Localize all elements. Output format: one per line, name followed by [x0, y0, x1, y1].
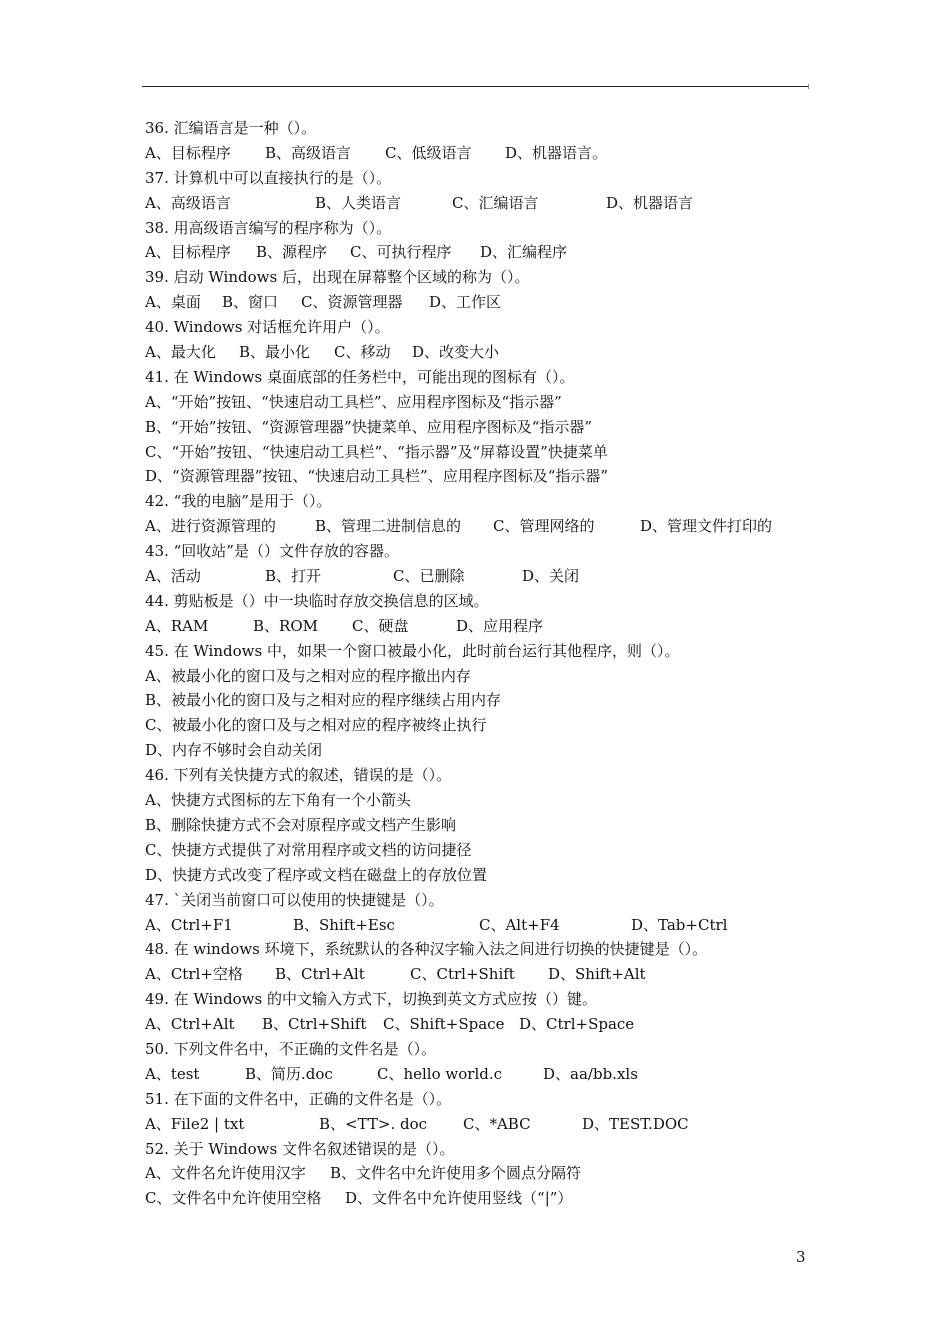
question-text: 44. 剪贴板是（）中一块临时存放交换信息的区域。	[145, 591, 489, 610]
answer-option: D、快捷方式改变了程序或文档在磁盘上的存放位置	[145, 865, 488, 884]
question-text: 52. 关于 Windows 文件名叙述错误的是（）。	[145, 1139, 455, 1158]
answer-option: D、aa/bb.xls	[543, 1064, 638, 1083]
answer-option: C、硬盘	[352, 616, 409, 635]
answer-option: C、移动	[334, 343, 391, 362]
answer-option: D、内存不够时会自动关闭	[145, 741, 323, 760]
answer-option: D、“资源管理器”按钮、“快速启动工具栏”、应用程序图标及“指示器”	[145, 467, 609, 486]
answer-option: B、<TT>. doc	[319, 1114, 428, 1133]
option-row	[145, 340, 825, 365]
option-row	[145, 1186, 825, 1211]
option-row	[145, 514, 825, 539]
question-text: 50. 下列文件名中，不正确的文件名是（）。	[145, 1039, 437, 1058]
answer-option: C、快捷方式提供了对常用程序或文档的访问捷径	[145, 840, 472, 859]
answer-option: A、Ctrl+空格	[145, 965, 243, 984]
answer-option: B、“开始”按钮、“资源管理器”快捷菜单、应用程序图标及“指示器”	[145, 417, 593, 436]
question-text: 51. 在下面的文件名中，正确的文件名是（）。	[145, 1089, 452, 1108]
answer-option: C、Alt+F4	[479, 915, 560, 934]
answer-option: A、最大化	[145, 343, 216, 362]
question-text: 48. 在 windows 环境下，系统默认的各种汉字输入法之间进行切换的快捷键是（）。	[145, 940, 708, 959]
answer-option: A、进行资源管理的	[145, 517, 276, 536]
answer-option: A、“开始”按钮、“快速启动工具栏”、应用程序图标及“指示器”	[145, 392, 562, 411]
option-row	[145, 390, 825, 415]
question-text: 43. “回收站”是（）文件存放的容器。	[145, 542, 399, 561]
option-row	[145, 863, 825, 888]
option-row	[145, 1161, 825, 1186]
answer-option: C、hello world.c	[377, 1064, 503, 1083]
answer-option: B、源程序	[256, 243, 328, 262]
answer-option: D、汇编程序	[480, 243, 568, 262]
option-row	[145, 838, 825, 863]
question-text: 45. 在 Windows 中，如果一个窗口被最小化，此时前台运行其他程序，则（）。	[145, 641, 680, 660]
answer-option: A、快捷方式图标的左下角有一个小箭头	[145, 791, 411, 810]
answer-option: A、Ctrl+Alt	[145, 1015, 235, 1034]
answer-option: A、目标程序	[145, 243, 231, 262]
answer-option: B、打开	[265, 567, 322, 586]
option-row	[145, 464, 825, 489]
answer-option: D、改变大小	[412, 343, 500, 362]
option-row	[145, 664, 825, 689]
answer-option: A、被最小化的窗口及与之相对应的程序撤出内存	[145, 666, 471, 685]
option-row	[145, 962, 825, 987]
page-number: 3	[796, 1248, 806, 1266]
answer-option: C、“开始”按钮、“快速启动工具栏”、“指示器”及“屏幕设置”快捷菜单	[145, 442, 608, 461]
answer-option: A、目标程序	[145, 143, 231, 162]
question-text: 40. Windows 对话框允许用户（）。	[145, 318, 390, 337]
question-list	[145, 116, 825, 1211]
answer-option: C、*ABC	[463, 1114, 531, 1133]
answer-option: B、窗口	[222, 293, 279, 312]
answer-option: D、机器语言。	[505, 143, 608, 162]
answer-option: B、Ctrl+Shift	[262, 1015, 367, 1034]
answer-option: C、已删除	[393, 567, 465, 586]
question-text: 37. 计算机中可以直接执行的是（）。	[145, 168, 392, 187]
option-row	[145, 290, 825, 315]
option-row	[145, 141, 825, 166]
answer-option: B、简历.doc	[245, 1064, 333, 1083]
answer-option: C、文件名中允许使用空格	[145, 1189, 322, 1208]
question-text: 39. 启动 Windows 后，出现在屏幕整个区域的称为（）。	[145, 268, 530, 287]
header-rule-tick	[808, 84, 809, 89]
answer-option: B、管理二进制信息的	[315, 517, 462, 536]
answer-option: D、管理文件打印的	[640, 517, 773, 536]
answer-option: A、File2 | txt	[145, 1114, 245, 1133]
answer-option: B、文件名中允许使用多个圆点分隔符	[330, 1164, 582, 1183]
option-row	[145, 738, 825, 763]
answer-option: D、TEST.DOC	[582, 1114, 689, 1133]
answer-option: D、Tab+Ctrl	[631, 915, 728, 934]
option-row	[145, 688, 825, 713]
answer-option: A、test	[145, 1064, 200, 1083]
answer-option: A、高级语言	[145, 193, 231, 212]
option-row	[145, 713, 825, 738]
answer-option: B、高级语言	[265, 143, 352, 162]
answer-option: D、应用程序	[456, 616, 544, 635]
answer-option: D、Ctrl+Space	[519, 1015, 635, 1034]
option-row	[145, 614, 825, 639]
question-text: 46. 下列有关快捷方式的叙述，错误的是（）。	[145, 766, 452, 785]
answer-option: C、Ctrl+Shift	[410, 965, 515, 984]
answer-option: C、低级语言	[385, 143, 472, 162]
answer-option: A、RAM	[145, 616, 209, 635]
answer-option: B、ROM	[253, 616, 318, 635]
option-row	[145, 440, 825, 465]
answer-option: D、Shift+Alt	[548, 965, 646, 984]
answer-option: B、被最小化的窗口及与之相对应的程序继续占用内存	[145, 691, 502, 710]
answer-option: B、Shift+Esc	[293, 915, 395, 934]
question-text: 38. 用高级语言编写的程序称为（）。	[145, 218, 392, 237]
question-text: 41. 在 Windows 桌面底部的任务栏中，可能出现的图标有（）。	[145, 367, 575, 386]
option-row	[145, 415, 825, 440]
answer-option: B、删除快捷方式不会对原程序或文档产生影响	[145, 815, 457, 834]
answer-option: D、文件名中允许使用竖线（“|”）	[345, 1189, 573, 1208]
answer-option: D、机器语言	[606, 193, 694, 212]
answer-option: A、Ctrl+F1	[145, 915, 233, 934]
question-text: 36. 汇编语言是一种（）。	[145, 119, 317, 137]
answer-option: C、Shift+Space	[383, 1015, 505, 1034]
question-text: 42. “我的电脑”是用于（）。	[145, 492, 332, 511]
question-text: 47. `关闭当前窗口可以使用的快捷键是（）。	[145, 890, 444, 909]
question-text: 49. 在 Windows 的中文输入方式下，切换到英文方式应按（）键。	[145, 990, 597, 1009]
answer-option: B、Ctrl+Alt	[275, 965, 365, 984]
answer-option: C、被最小化的窗口及与之相对应的程序被终止执行	[145, 716, 487, 735]
answer-option: C、管理网络的	[493, 517, 595, 536]
option-row	[145, 240, 825, 265]
answer-option: B、最小化	[239, 343, 311, 362]
answer-option: C、汇编语言	[452, 193, 539, 212]
option-row	[145, 913, 825, 938]
answer-option: A、活动	[145, 567, 201, 586]
option-row	[145, 564, 825, 589]
answer-option: D、工作区	[429, 293, 502, 312]
header-rule	[142, 86, 808, 87]
option-row	[145, 788, 825, 813]
answer-option: A、文件名允许使用汉字	[145, 1164, 306, 1183]
option-row	[145, 1012, 825, 1037]
option-row	[145, 813, 825, 838]
answer-option: B、人类语言	[315, 193, 402, 212]
answer-option: A、桌面	[145, 293, 201, 312]
option-row	[145, 1112, 825, 1137]
answer-option: C、可执行程序	[350, 243, 452, 262]
option-row	[145, 191, 825, 216]
option-row	[145, 1062, 825, 1087]
answer-option: C、资源管理器	[301, 293, 403, 312]
answer-option: D、关闭	[522, 567, 580, 586]
